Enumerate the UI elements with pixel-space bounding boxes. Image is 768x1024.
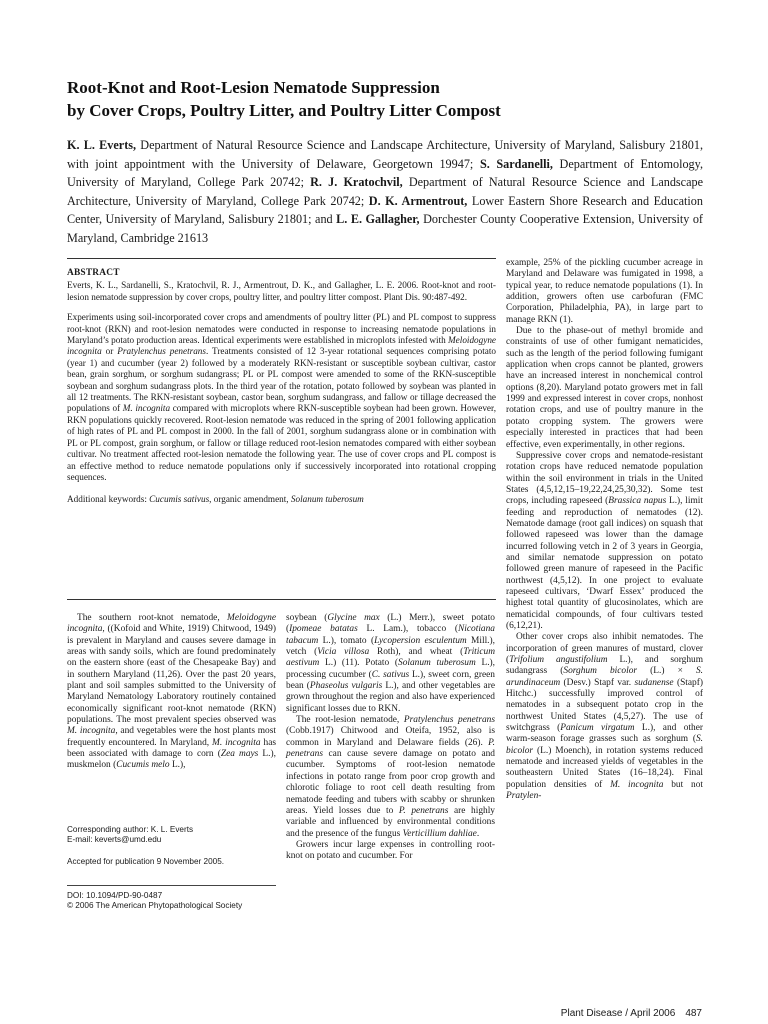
accepted-note: Accepted for publication 9 November 2005. xyxy=(67,857,225,866)
keywords-middle: , organic amendment, xyxy=(209,494,291,505)
abstract-species-1: Meloidogyne incognita xyxy=(67,335,496,357)
abstract-text-a: Experiments using soil-incorporated cover crops and amendments of poultry litter (PL) and PL compost to suppress root-knot (RKN) and root-lesion nematodes were conducted in response to increasing nematode populations in Maryland’s potato production areas. Identical experiments were established in microplots infested with xyxy=(67,312,496,346)
italic-term: S. bicolor xyxy=(506,734,703,756)
text-run: are highly variable and influenced by environmental conditions and the presence of the fungus xyxy=(286,805,495,839)
author-affiliation: Department of Natural Resource Science and Landscape Architecture, University of Maryland, Salisbury 21801, with joint appointment with the University of Delaware, Georgetown 19947; xyxy=(67,138,703,171)
text-run: but not xyxy=(663,779,703,790)
corresponding-author-note xyxy=(67,825,276,845)
text-run: Roth), and wheat ( xyxy=(369,647,464,658)
abstract-text-b: . Treatments consisted of 12 3-year rotational sequences comprising potato (year 1) and cucumber (year 2) followed by a moderately RKN-resistant or susceptible soybean cultivar, castor bean, grain sorghum, or sorghum sudangrass; PL or PL compost were amended to some of the RKN-susceptible soybean and sorghum sudangrass plots. In the third year of the rotation, potato followed by soybean was planted in all 12 treatments. The RKN-resistant soybean, castor bean, sorghum sudangrass, and fallow or tillage decreased the populations of xyxy=(67,346,496,414)
col1-paragraph xyxy=(67,613,276,772)
italic-term: P. penetrans xyxy=(286,737,495,760)
text-run: L.), processing cucumber ( xyxy=(286,658,495,680)
page-footer xyxy=(561,1008,702,1019)
text-run: Growers incur large expenses in controlling root-knot on potato and cucumber. For xyxy=(286,839,495,862)
abstract-top-rule xyxy=(67,258,496,259)
text-run: example, 25% of the pickling cucumber acreage in Maryland and Delaware was fumigated in 1998, a typical year, to reduce nematode populations (1). In addition, growers often use carbofuran (FMC Corporation, Philadelphia, PA), in large part to manage RKN (1). xyxy=(506,258,703,325)
author-affiliation: Lower Eastern Shore Research and Education Center, University of Maryland, Salisbury 21801; and xyxy=(67,193,703,227)
author-name: D. K. Armentrout, xyxy=(368,193,468,208)
body-column-1 xyxy=(67,613,276,772)
italic-term: Brassica napus xyxy=(608,496,667,507)
italic-term: S. arundinaceum xyxy=(506,666,704,688)
italic-term: M. incognita xyxy=(212,737,261,748)
text-run: soybean ( xyxy=(286,613,328,623)
col2-paragraph-1 xyxy=(286,613,495,715)
copyright: © 2006 The American Phytopathological Society xyxy=(67,901,243,910)
text-run: (Desv.) Stapf var. xyxy=(560,677,635,688)
abstract-species-2: Pratylenchus penetrans xyxy=(117,346,206,357)
abstract-block xyxy=(67,268,496,506)
title-line-1: Root-Knot and Root-Lesion Nematode Suppression xyxy=(67,78,440,97)
text-run: , and vegetables were the host plants most frequently encountered. In Maryland, xyxy=(67,726,276,748)
text-run: L.), and other vegetables are grown throughout the region and also have experienced significant losses due to RKN. xyxy=(286,681,495,714)
text-run: L.), limit feeding and reproduction of nematodes (12). Nematode damage (root gall indices) on squash that followed rapeseed was lower than the damage incurred following vetch in 2 of 3 years in Georgia, and similar nematode suppression on potato followed green manure of rapeseed in the Pacific northwest (4,5,12). In one project to evaluate rapeseed cultivars, ‘Dwarf Essex’ produced the highest total quantity of glucosinolates, which are nematicidal compounds, of four cultivars tested (6,12,21). xyxy=(506,496,703,631)
text-run: L.), sweet corn, green bean ( xyxy=(286,669,495,692)
italic-term: Solanum tuberosum xyxy=(398,658,476,669)
text-run: (L.) Moench), in rotation systems reduced nematode and increased yields of vegetables in the southeastern United States (16–18,24). Final population densities of xyxy=(506,745,703,790)
text-run: Due to the phase-out of methyl bromide and constraints of use of other fumigant nematicides, such as the length of the period following fumigant application when crops cannot be planted, growers have an increased interest in nonchemical control options (8,20). Maryland potato growers met in fall 1999 and expressed interest in cover crops, nonhost rotation crops, and use of poultry manure in the potato cropping system. The growers were especially interested in practices that had been effective, even experimentally, in other regions. xyxy=(506,326,703,450)
abstract-text-c: compared with microplots where RKN-susceptible soybean had been grown. However, RKN populations quickly recovered. Root-lesion nematode was reduced in the spring of 2001 following application of high rates of PL and PL compost in 2000. In the fall of 2001, sorghum sudangrass alone or in combination with PL or PL compost, grain sorghum, or fallow or tillage reduced root-lesion nematodes compared with either soybean cultivar. No treatment affected root-lesion nematode the following year. The use of cover crops and PL compost is an effective method to reduce nematode populations only if successively incorporated into rotational cropping sequences. xyxy=(67,403,496,482)
keyword-2: Solanum tuberosum xyxy=(290,494,364,505)
italic-term: Panicum virgatum xyxy=(560,723,635,734)
col3-paragraph-0 xyxy=(506,258,703,326)
italic-term: Lycopersion esculentum xyxy=(374,635,467,646)
text-run: L.), and other warm-season forage grasses such as sorghum ( xyxy=(506,723,703,745)
text-run: The southern root-knot nematode, xyxy=(77,613,228,623)
abstract-bottom-rule xyxy=(67,599,496,600)
abstract-body xyxy=(67,312,496,483)
italic-term: Vicia villosa xyxy=(317,647,370,658)
author-name: R. J. Kratochvil, xyxy=(310,175,403,190)
text-run: L. Lam.), tobacco ( xyxy=(357,624,459,635)
col3-paragraph-2 xyxy=(506,451,703,633)
text-run: Other cover crops also inhibit nematodes. The incorporation of green manures of mustard, clover ( xyxy=(506,632,703,666)
text-run: Mill.), vetch ( xyxy=(286,635,495,658)
text-run: (L.) × xyxy=(637,666,696,677)
additional-keywords xyxy=(67,494,496,505)
author-affiliation: Department of Natural Resource Science and Landscape Architecture, University of Maryland, College Park 20742; xyxy=(67,175,704,208)
text-run: . xyxy=(476,828,480,839)
abstract-text-or: or xyxy=(101,346,118,357)
author-affiliation: Department of Entomology, University of Maryland, College Park 20742; xyxy=(67,156,703,190)
author-name: S. Sardanelli, xyxy=(479,156,553,171)
text-run: L.), muskmelon ( xyxy=(67,749,276,771)
italic-term: M. incognita xyxy=(67,726,116,737)
italic-term: P. penetrans xyxy=(398,805,449,816)
italic-term: Glycine max xyxy=(327,613,380,623)
italic-term: Cucumis melo xyxy=(116,760,170,771)
text-run: The root-lesion nematode, xyxy=(296,715,404,726)
italic-term: Verticillium dahliae xyxy=(402,828,477,839)
abstract-heading: ABSTRACT xyxy=(67,268,120,278)
italic-term: Nicotiana tabacum xyxy=(286,624,495,646)
doi: DOI: 10.1094/PD-90-0487 xyxy=(67,891,163,900)
col2-paragraph-2 xyxy=(286,715,495,840)
text-run: L.) (11). Potato ( xyxy=(319,658,399,669)
title-line-2: by Cover Crops, Poultry Litter, and Poultry Litter Compost xyxy=(67,101,501,120)
article-title xyxy=(67,76,707,122)
text-run: (L.) Merr.), sweet potato ( xyxy=(286,613,495,635)
body-column-3 xyxy=(506,258,703,803)
abstract-citation: Everts, K. L., Sardanelli, S., Kratochvil, R. J., Armentrout, D. K., and Gallagher, L. E. 2006. Root-knot and root-lesion nematode suppression by cover crops, poultry litter, and poultry litter compost. Plant Dis. 90:487-492. xyxy=(67,280,496,302)
italic-term: C. sativus xyxy=(371,669,410,680)
author-affiliation: Dorchester County Cooperative Extension, University of Maryland, Cambridge 21613 xyxy=(67,212,703,245)
italic-term: Meloidogyne incognita xyxy=(67,613,276,635)
body-column-2 xyxy=(286,613,495,863)
keywords-label: Additional keywords: xyxy=(67,494,150,505)
corresponding-author: Corresponding author: K. L. Everts xyxy=(67,825,194,834)
col2-paragraph-3 xyxy=(286,840,495,863)
author-name: K. L. Everts, xyxy=(67,138,137,152)
italic-term: M. incognita xyxy=(610,779,664,790)
italic-term: Phaseolus vulgaris xyxy=(309,681,383,692)
author-email: E-mail: keverts@umd.edu xyxy=(67,835,162,844)
col3-paragraph-3 xyxy=(506,632,703,802)
text-run: can cause severe damage on potato and cucumber. Symptoms of root-lesion nematode infections in potato range from poor crop growth and chlorotic foliage to root cell death resulting from nematode feeding and tubers with scabby or shrunken areas. Yield losses due to xyxy=(286,749,495,816)
footnote-rule xyxy=(67,885,276,886)
italic-term: Pratylenchus penetrans xyxy=(403,715,495,726)
italic-term: Trifolium angustifolium xyxy=(509,655,608,666)
italic-term: sudanense xyxy=(634,677,674,688)
abstract-species-3: M. incognita xyxy=(122,403,171,414)
text-run: (Cobb.1917) Chitwood and Oteifa, 1952, also is common in Maryland and Delaware fields (26). xyxy=(286,726,495,748)
keyword-1: Cucumis sativus xyxy=(149,494,210,505)
author-affiliations xyxy=(67,136,703,248)
text-run: Suppressive cover crops and nematode-resistant rotation crops have reduced nematode population within the soil environment in trials in the United States (4,5,12,15–19,22,24,25,30,32). Some test crops, including rapeseed ( xyxy=(506,450,703,507)
text-run: , ((Kofoid and White, 1919) Chitwood, 1949) is prevalent in Maryland and causes severe damage in areas with sandy soils, which are found predominately on the eastern shore (east of the Chesapeake Bay) and in southern Maryland (11,26). Over the past 20 years, plant and soil samples submitted to the University of Maryland Nematology Laboratory routinely contained economically significant root-knot nematode (RKN) populations. The most prevalent species observed was xyxy=(67,624,276,726)
italic-term: Zea mays xyxy=(220,749,259,760)
author-name: L. E. Gallagher, xyxy=(336,212,420,227)
doi-note xyxy=(67,891,276,911)
italic-term: Pratylen- xyxy=(506,791,542,802)
italic-term: Sorghum bicolor xyxy=(563,666,638,677)
text-run: L.), tomato ( xyxy=(318,635,375,646)
italic-term: Ipomeae batatas xyxy=(289,624,358,635)
text-run: L.), and sorghum sudangrass ( xyxy=(506,655,704,677)
text-run: has been associated with damage to corn ( xyxy=(67,737,276,760)
text-run: (Stapf) Hitchc.) successfully improved control of nematodes in a subsequent potato crop in the northwest United States (4,5,27). The use of switchgrass ( xyxy=(506,677,703,734)
page-number: 487 xyxy=(685,1008,702,1019)
journal-issue: Plant Disease / April 2006 xyxy=(560,1008,676,1019)
text-run: L.), xyxy=(169,760,186,771)
italic-term: Triticum aestivum xyxy=(286,647,495,669)
col3-paragraph-1 xyxy=(506,326,703,451)
